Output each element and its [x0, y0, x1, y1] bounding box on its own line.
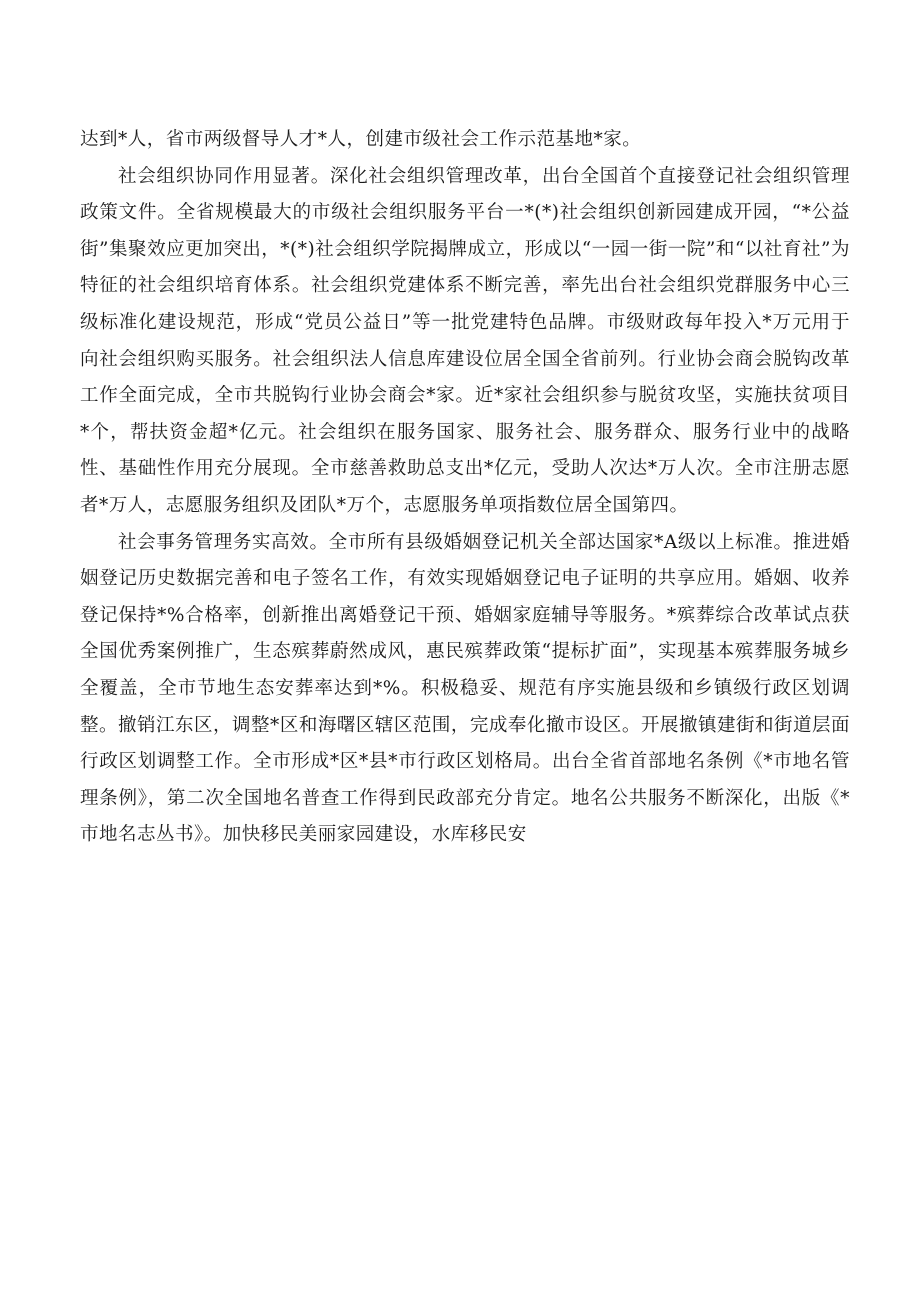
- paragraph-social-organizations: 社会组织协同作用显著。深化社会组织管理改革，出台全国首个直接登记社会组织管理政策文件。全省规模最大的市级社会组织服务平台一*(*)社会组织创新园建成开园，“*公益街”集聚效应更加突出，*(*)社会组织学院揭牌成立，形成以“一园一街一院”和“以社育社”为特征的社会组织培育体系。社会组织党建体系不断完善，率先出台社会组织党群服务中心三级标准化建设规范，形成“党员公益日”等一批党建特色品牌。市级财政每年投入*万元用于向社会组织购买服务。社会组织法人信息库建设位居全国全省前列。行业协会商会脱钩改革工作全面完成，全市共脱钩行业协会商会*家。近*家社会组织参与脱贫攻坚，实施扶贫项目*个，帮扶资金超*亿元。社会组织在服务国家、服务社会、服务群众、服务行业中的战略性、基础性作用充分展现。全市慈善救助总支出*亿元，受助人次达*万人次。全市注册志愿者*万人，志愿服务组织及团队*万个，志愿服务单项指数位居全国第四。: [80, 165, 850, 516]
- paragraph-continuation: 达到*人，省市两级督导人才*人，创建市级社会工作示范基地*家。: [80, 129, 642, 150]
- paragraph-social-affairs: 社会事务管理务实高效。全市所有县级婚姻登记机关全部达国家*A级以上标准。推进婚姻登记历史数据完善和电子签名工作，有效实现婚姻登记电子证明的共享应用。婚姻、收养登记保持*%合格率，创新推出离婚登记干预、婚姻家庭辅导等服务。*殡葬综合改革试点获全国优秀案例推广，生态殡葬蔚然成风，惠民殡葬政策“提标扩面”，实现基本殡葬服务城乡全覆盖，全市节地生态安葬率达到*%。积极稳妥、规范有序实施县级和乡镇级行政区划调整。撤销江东区，调整*区和海曙区辖区范围，完成奉化撤市设区。开展撤镇建街和街道层面行政区划调整工作。全市形成*区*县*市行政区划格局。出台全省首部地名条例《*市地名管理条例》，第二次全国地名普查工作得到民政部充分肯定。地名公共服务不断深化，出版《*市地名志丛书》。加快移民美丽家园建设，水库移民安: [80, 531, 850, 846]
- document-page: [80, 122, 850, 854]
